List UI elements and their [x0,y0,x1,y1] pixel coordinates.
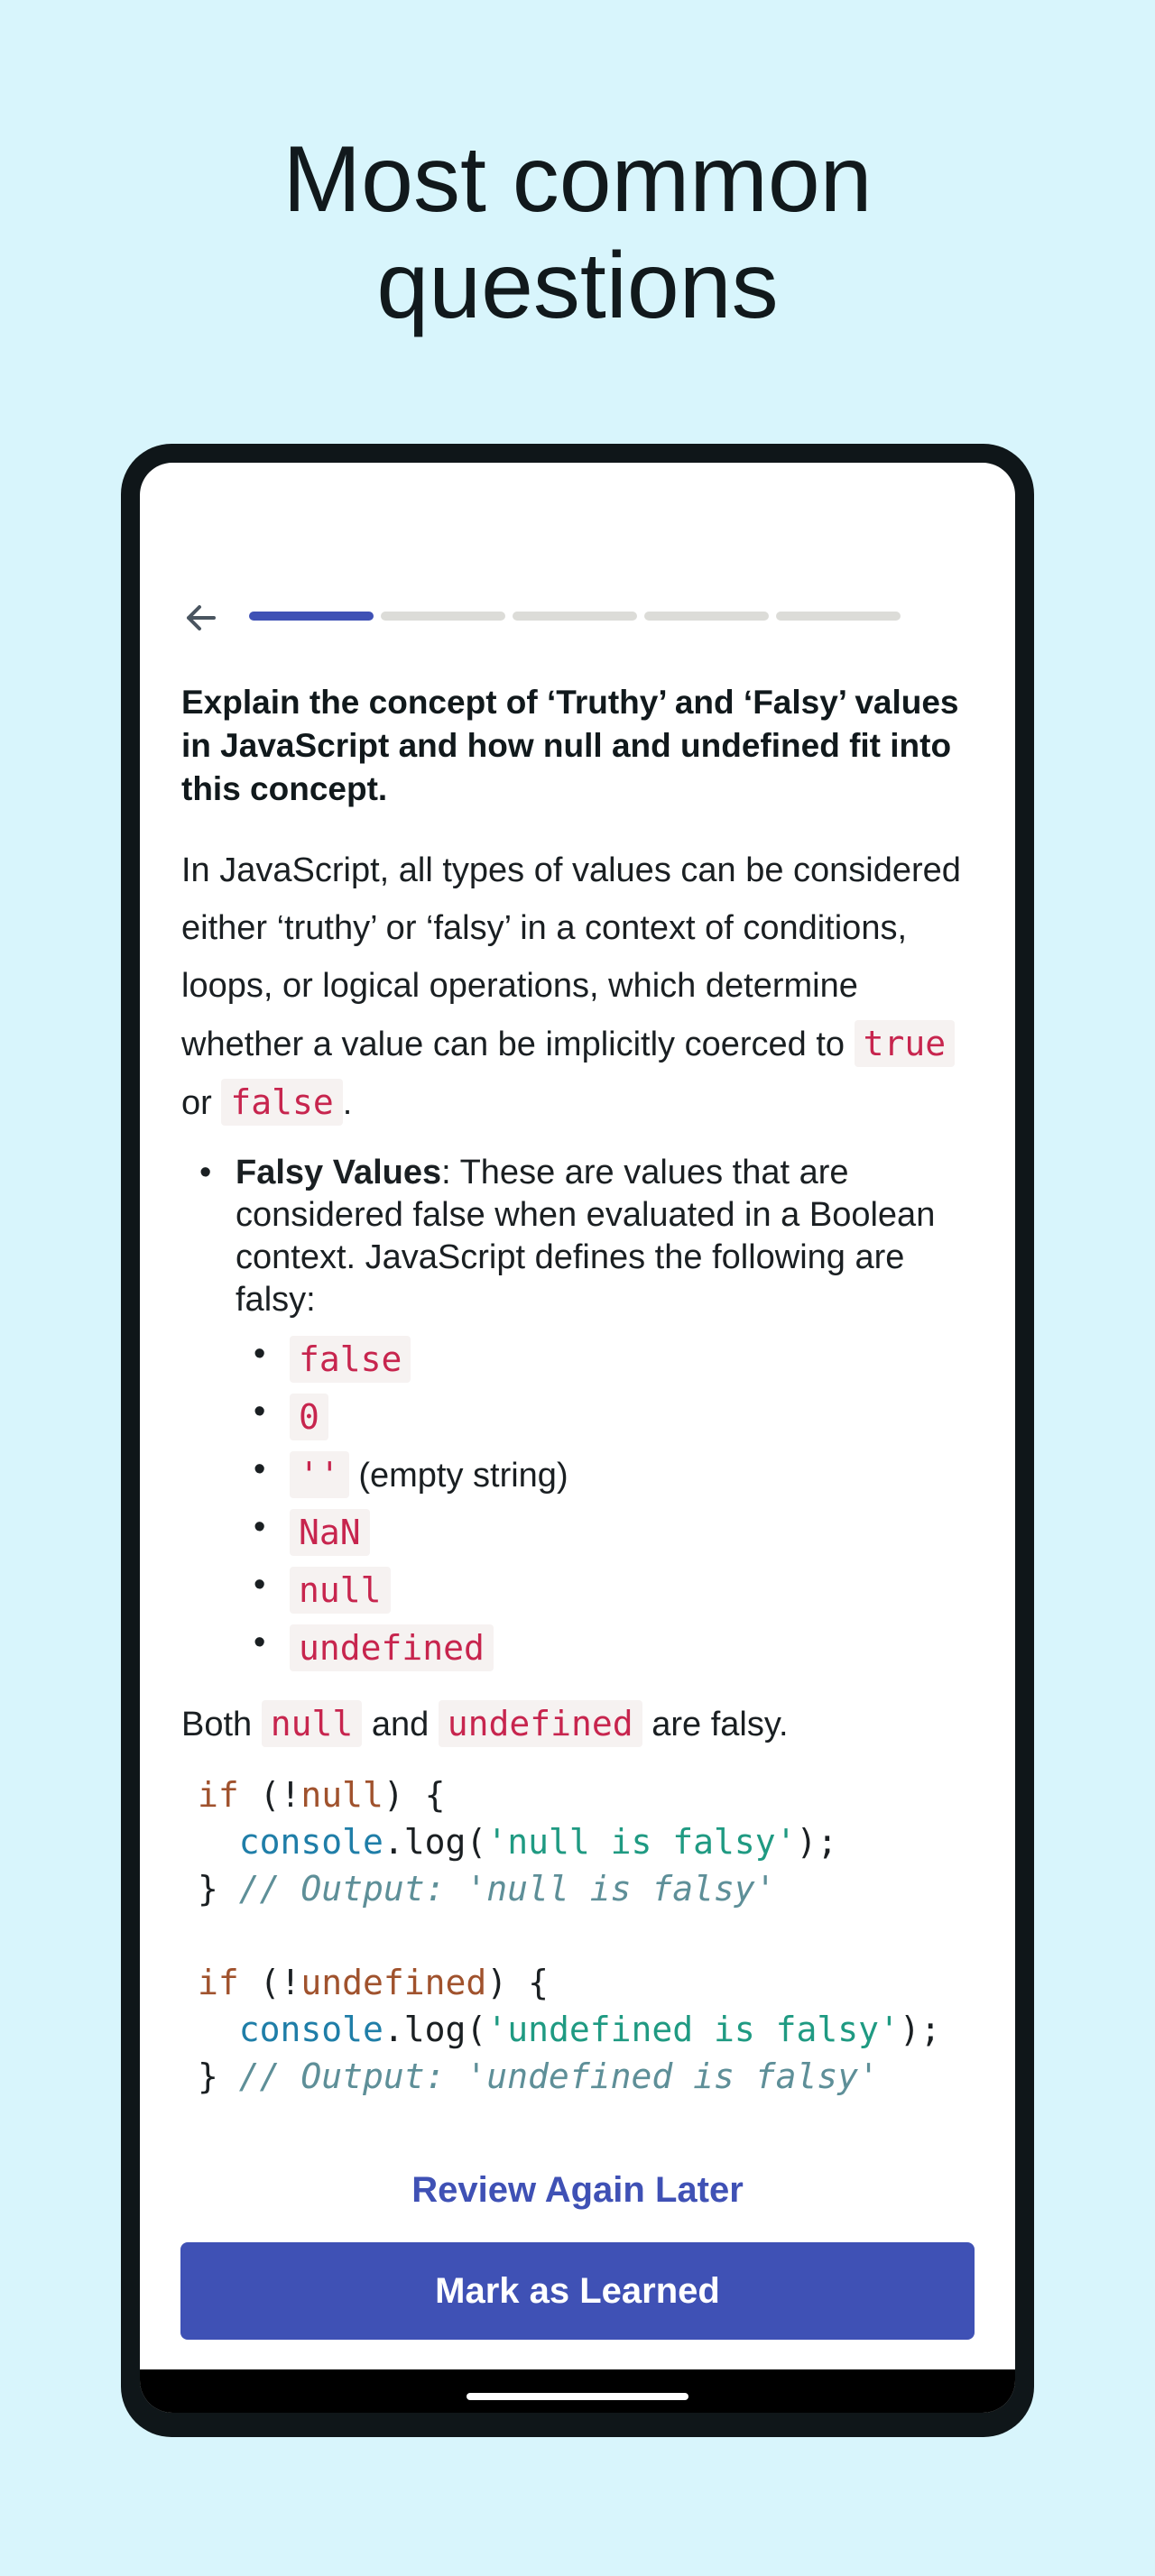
code-token: undefined [300,1963,487,2002]
falsy-code: '' [290,1451,349,1498]
code-token: .log( [383,2010,487,2049]
top-bar [140,598,1015,634]
falsy-code: undefined [290,1624,494,1671]
mark-as-learned-button[interactable]: Mark as Learned [180,2242,975,2340]
code-token: if [198,1963,239,2002]
code-token: console [238,2010,383,2049]
code-token: } [198,1869,239,1909]
code-token: .log( [383,1822,487,1862]
arrow-left-icon [183,600,219,636]
intro-paragraph [181,842,975,1132]
bullet: • [254,1508,266,1546]
list-item [236,1388,975,1446]
intro-or: or [181,1084,212,1122]
bullet: • [254,1624,266,1661]
page-headline [0,126,1155,339]
falsy-description: : These are values that are considered false when evaluated in a Boolean context. JavaScript defines the following are falsy: [236,1154,936,1319]
falsy-code: null [290,1567,391,1614]
code-token: ); [796,1822,838,1862]
progress-segment [249,612,374,621]
bullet: • [254,1335,266,1373]
back-button[interactable] [181,598,221,638]
progress-segment [644,612,769,621]
headline-line-2: questions [376,234,779,338]
code-false: false [221,1079,342,1126]
list-item [236,1619,975,1677]
code-undefined: undefined [439,1700,642,1747]
code-null: null [262,1700,363,1747]
code-token: if [198,1775,239,1815]
code-token: (! [238,1963,301,2002]
bullet: • [254,1450,266,1488]
code-block [181,1771,975,2100]
code-token: ) { [486,1963,549,2002]
both-and: and [371,1706,430,1743]
code-token: } [198,2056,239,2096]
answer-content[interactable] [181,681,975,2106]
review-again-later-button[interactable]: Review Again Later [411,2170,744,2210]
phone-frame [121,444,1034,2437]
both-suffix: are falsy. [651,1706,789,1743]
code-token: 'undefined is falsy' [486,2010,900,2049]
code-token: (! [238,1775,301,1815]
falsy-title: Falsy Values [236,1154,442,1191]
progress-segment [381,612,505,621]
code-comment: // Output: 'null is falsy' [238,1869,776,1909]
falsy-list [236,1330,975,1677]
both-prefix: Both [181,1706,253,1743]
code-token: 'null is falsy' [486,1822,797,1862]
headline-line-1: Most common [282,127,873,232]
list-item [236,1330,975,1388]
code-token: ); [899,2010,941,2049]
home-indicator[interactable] [467,2393,688,2400]
bullet: • [254,1393,266,1431]
phone-screen [140,463,1015,2413]
intro-end: . [342,1084,353,1122]
falsy-code: NaN [290,1509,370,1556]
progress-segment [776,612,901,621]
code-token: console [238,1822,383,1862]
question-title: Explain the concept of ‘Truthy’ and ‘Falsy’ values in JavaScript and how null and undefined fit into this concept. [181,684,959,807]
code-token: null [300,1775,383,1815]
list-item [236,1446,975,1504]
code-true: true [855,1020,956,1067]
falsy-code: 0 [290,1394,328,1440]
code-token: ) { [383,1775,446,1815]
code-comment: // Output: 'undefined is falsy' [238,2056,879,2096]
list-item [236,1504,975,1561]
system-nav-bar [140,2369,1015,2413]
falsy-values-item [181,1152,975,1677]
intro-text: In JavaScript, all types of values can be considered either ‘truthy’ or ‘falsy’ in a context of conditions, loops, or logical operations, which determine whether a value can be implicitly coerced to [181,851,961,1063]
list-item [236,1561,975,1619]
falsy-note: (empty string) [358,1457,568,1495]
bullet: • [254,1566,266,1604]
bullet: • [199,1154,212,1191]
falsy-code: false [290,1336,411,1383]
both-paragraph [181,1695,975,1753]
progress-segment [513,612,637,621]
